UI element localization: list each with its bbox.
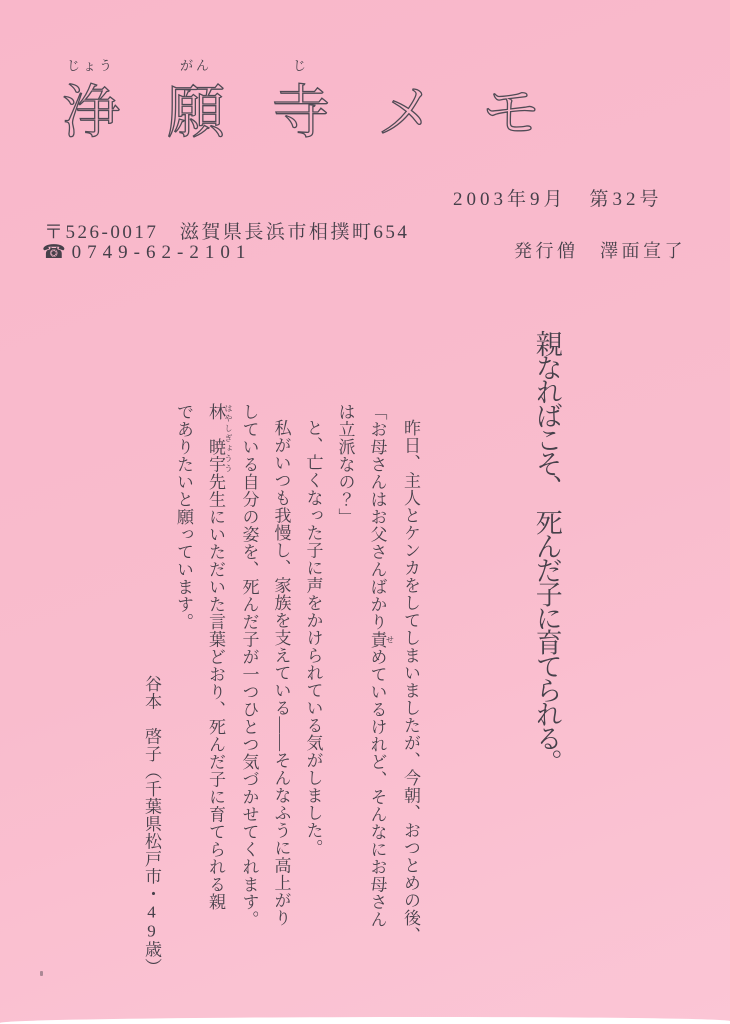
title-character: メ — [377, 80, 436, 145]
body-text-column: 昨日、主人とケンカをしてしまいましたが、今朝、おつとめの後、 — [401, 419, 420, 944]
ruby-annotated-text: 責 せ — [367, 630, 395, 648]
scan-speck — [40, 971, 43, 976]
title-furigana: じ — [272, 58, 331, 73]
title-character: 願がん — [167, 58, 226, 145]
body-text-column: 私がいつも我慢し、家族を支えている――そんなふうに高上がり — [271, 419, 291, 927]
title-furigana: がん — [167, 58, 226, 73]
phone-number: ☎0749-62-2101 — [42, 242, 252, 263]
ruby-annotated-text: 林 暁宇 はやしぎょうう — [206, 403, 233, 473]
postal-address: 〒526-0017 滋賀県長浜市相撲町654 — [44, 222, 410, 243]
body-text-column: 「お母さんはお父さんばかり責 せめているけれど、そんなにお母さん — [367, 403, 395, 928]
body-text-column: と、亡くなった子に声をかけられている気がしました。 — [303, 419, 323, 857]
issue-date-number: 2003年9月 第32号 — [453, 189, 663, 210]
scan-bottom-edge — [0, 1017, 730, 1024]
body-text-column: は立派なの？」 — [335, 403, 355, 526]
body-text-column: している自分の姿を、死んだ子が一つひとつ気づかせてくれます。 — [239, 403, 259, 928]
signature-column: 谷本 啓子（千葉県松戸市・49歳） — [142, 675, 161, 976]
title-character: モ — [482, 80, 541, 145]
vertical-headline: 親なればこそ、 死んだ子に育てられる。 — [531, 330, 562, 773]
newsletter-title — [62, 58, 540, 144]
title-character: 寺じ — [272, 58, 331, 145]
publisher-name: 発行僧 澤面宣了 — [514, 241, 686, 261]
body-text-column: 林 暁宇 はやしぎょうう先生にいただいた言葉どおり、死んだ子に育てられる親 — [206, 403, 233, 911]
upright-digits: 49 — [142, 902, 161, 941]
vertical-body-text — [135, 403, 426, 976]
body-text-column: でありたいと願っています。 — [174, 403, 193, 631]
title-furigana: じょう — [62, 58, 121, 73]
title-character: 浄じょう — [62, 58, 121, 145]
